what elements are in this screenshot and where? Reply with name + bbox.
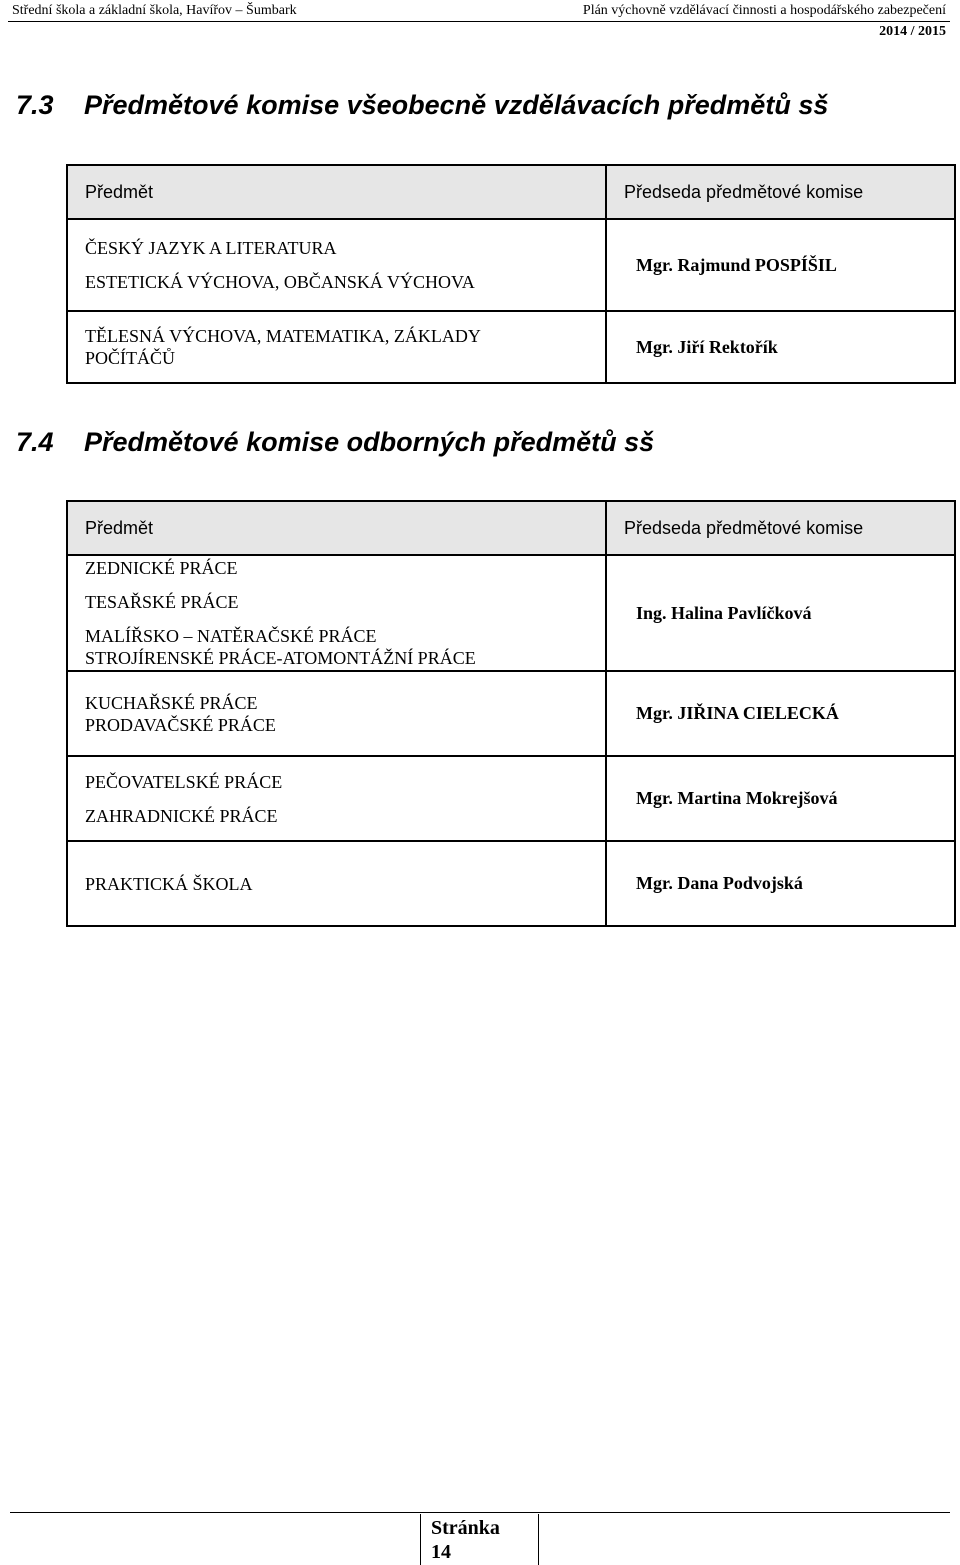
section2-title: Předmětové komise odborných předmětů sš: [84, 427, 655, 457]
table-row: [67, 841, 955, 926]
section2-table: [66, 500, 956, 927]
footer-page-number: 14: [431, 1541, 451, 1563]
section1-head-chair: Předseda předmětové komise: [624, 181, 864, 202]
section1-table: [66, 164, 956, 384]
chair-name: Ing. Halina Pavlíčková: [636, 602, 812, 623]
header-divider: [8, 21, 950, 22]
footer-divider: [10, 1512, 950, 1513]
section2-header-row: [67, 501, 955, 555]
subject-line: PRODAVAČSKÉ PRÁCE: [85, 714, 276, 735]
subject-line: TESAŘSKÉ PRÁCE: [85, 592, 239, 612]
section1-heading: [16, 90, 828, 121]
header-plan: Plán výchovně vzdělávací činnosti a hospodářského zabezpečení: [582, 3, 946, 18]
subject-line: KUCHAŘSKÉ PRÁCE: [85, 692, 258, 713]
section2-heading: [16, 427, 654, 458]
subject-line: POČÍTÁČŮ: [85, 348, 176, 368]
table-row: [67, 311, 955, 383]
chair-name: Mgr. JIŘINA CIELECKÁ: [636, 703, 839, 723]
subject-line: ČESKÝ JAZYK A LITERATURA: [85, 238, 337, 258]
table-row: [67, 756, 955, 841]
footer-page-label: Stránka: [431, 1517, 500, 1539]
section2-head-subject: Předmět: [85, 517, 154, 538]
section2-head-chair: Předseda předmětové komise: [624, 517, 864, 538]
section1-title: Předmětové komise všeobecně vzdělávacích předmětů sš: [84, 90, 829, 120]
header-year: 2014 / 2015: [879, 24, 946, 39]
chair-name: Mgr. Rajmund POSPÍŠIL: [636, 254, 837, 275]
chair-name: Mgr. Dana Podvojská: [636, 873, 803, 893]
table-row: [67, 555, 955, 671]
subject-line: STROJÍRENSKÉ PRÁCE-ATOMONTÁŽNÍ PRÁCE: [85, 648, 476, 668]
subject-line: ZAHRADNICKÉ PRÁCE: [85, 805, 278, 826]
section1-number: 7.3: [16, 90, 54, 120]
chair-name: Mgr. Jiří Rektořík: [636, 336, 778, 357]
subject-line: ESTETICKÁ VÝCHOVA, OBČANSKÁ VÝCHOVA: [85, 272, 475, 292]
subject-line: MALÍŘSKO – NATĚRAČSKÉ PRÁCE: [85, 626, 377, 646]
table-row: [67, 219, 955, 311]
chair-name: Mgr. Martina Mokrejšová: [636, 788, 838, 808]
subject-line: PRAKTICKÁ ŠKOLA: [85, 873, 253, 894]
subject-line: TĚLESNÁ VÝCHOVA, MATEMATIKA, ZÁKLADY: [85, 326, 481, 346]
subject-line: ZEDNICKÉ PRÁCE: [85, 558, 238, 578]
header-school: Střední škola a základní škola, Havířov – Šumbark: [12, 3, 297, 18]
section1-header-row: [67, 165, 955, 219]
subject-line: PEČOVATELSKÉ PRÁCE: [85, 771, 283, 792]
table-row: [67, 671, 955, 756]
section1-head-subject: Předmět: [85, 181, 154, 202]
section2-number: 7.4: [16, 427, 54, 457]
